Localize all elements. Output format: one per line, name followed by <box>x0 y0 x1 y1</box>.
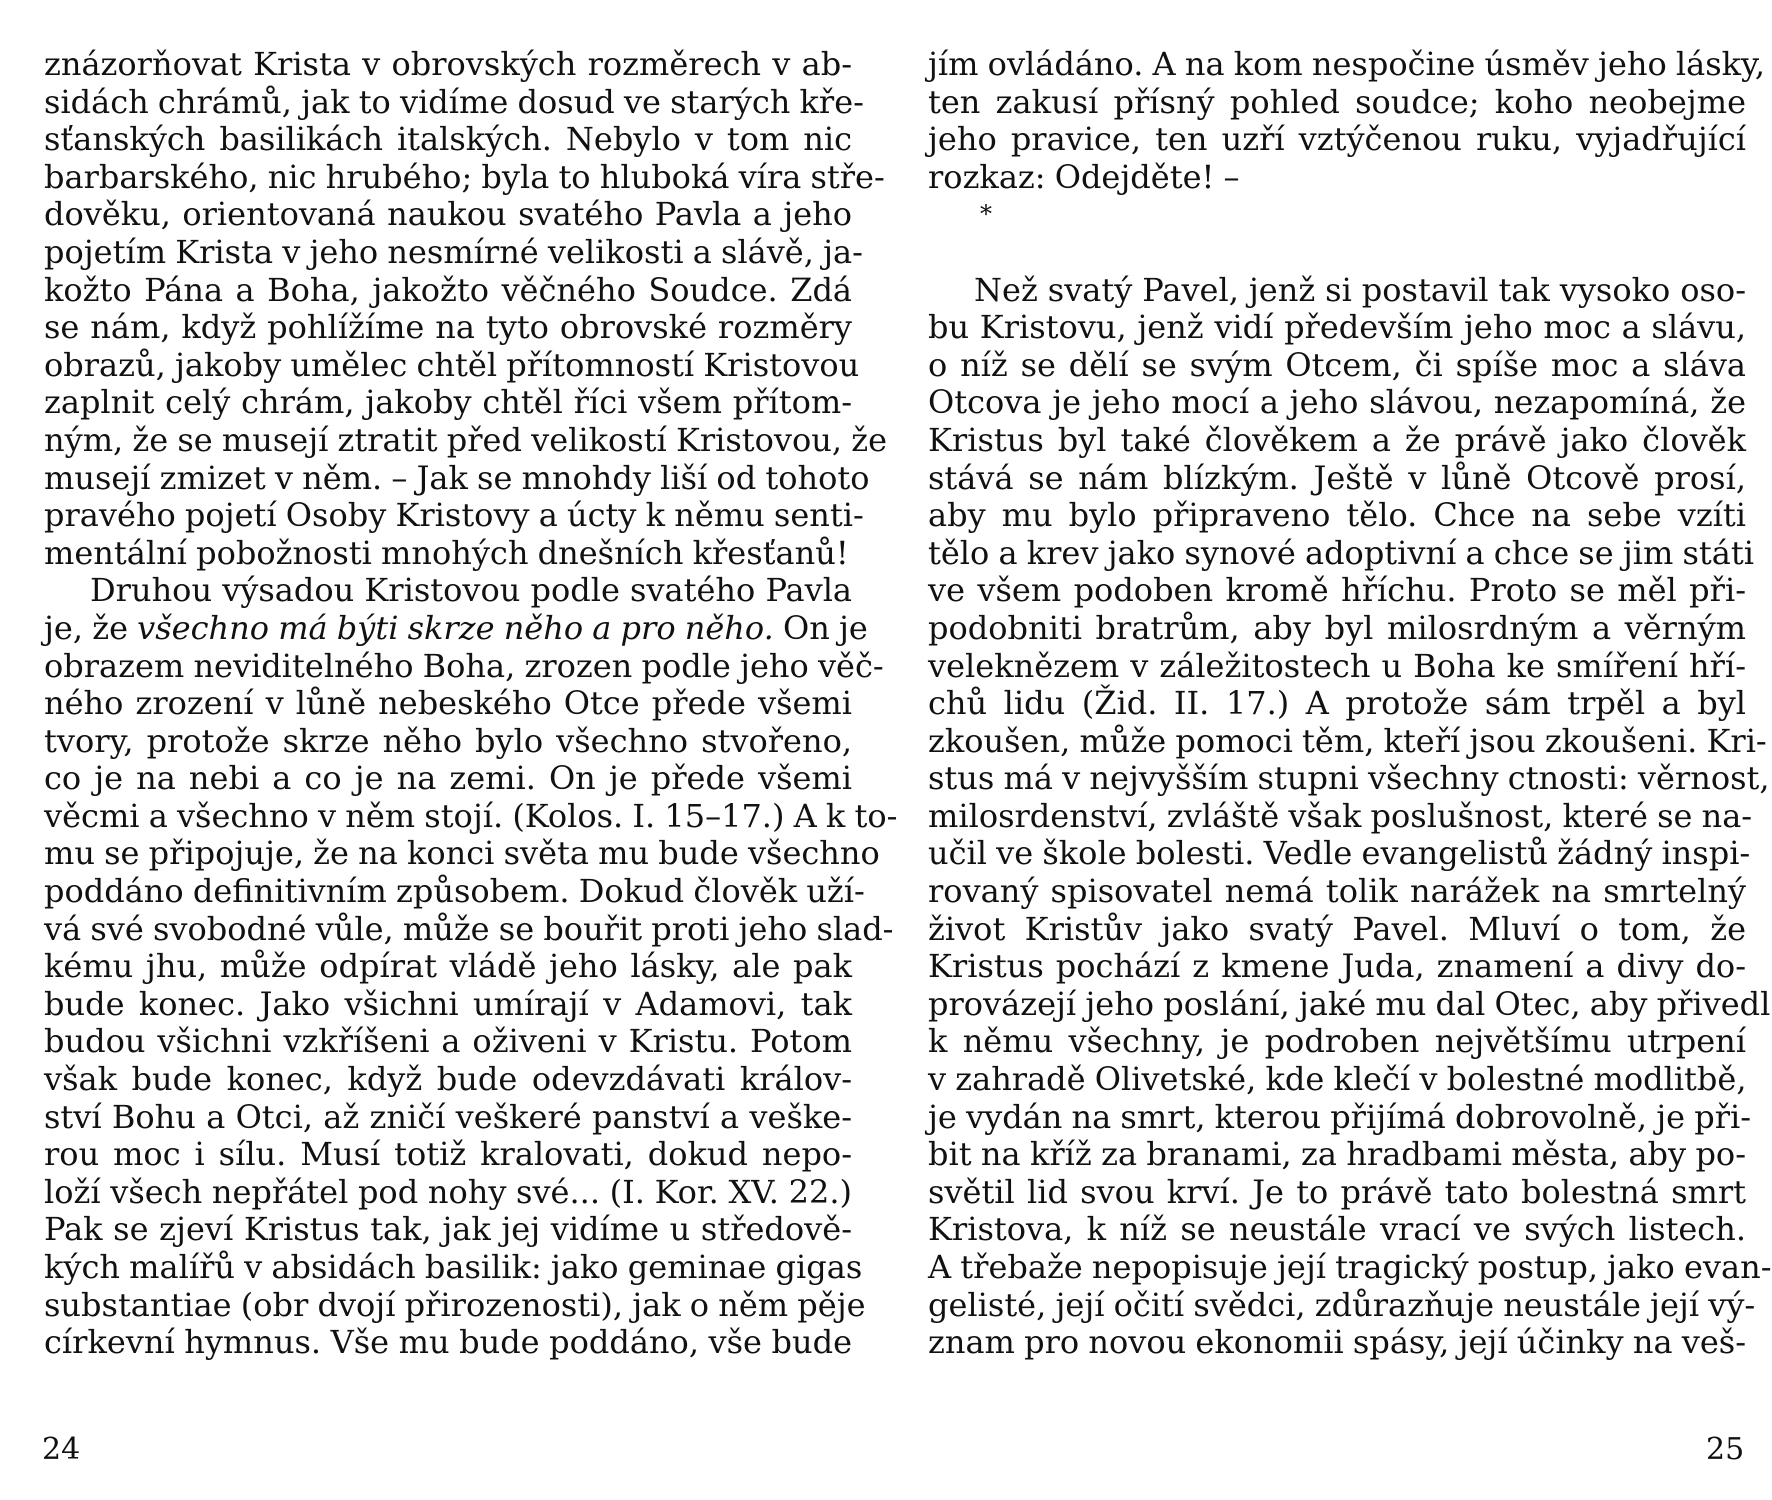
blank-line <box>928 234 1746 272</box>
text-line: Kristus byl také člověkem a že právě jako člověk <box>928 420 1746 459</box>
text-line: rozkaz: Odejděte! – <box>928 157 1240 196</box>
page-number: 25 <box>1706 1432 1745 1467</box>
line-lead-text: je, že <box>44 608 138 647</box>
right-page <box>886 0 1772 1500</box>
text-line: barbarského, nic hrubého; byla to hluboká víra stře- <box>44 157 885 196</box>
text-line: se nám, když pohlížíme na tyto obrovské rozměry <box>44 308 852 347</box>
text-line: budou všichni vzkříšeni a oživeni v Kristu. Potom <box>44 1022 852 1061</box>
text-line: vá své svobodné vůle, může se bouřit proti jeho slad- <box>44 909 894 948</box>
text-line: církevní hymnus. Vše mu bude poddáno, vše bude <box>44 1323 852 1362</box>
text-line: ve všem podoben kromě hříchu. Proto se měl při- <box>928 571 1746 610</box>
text-line: však bude konec, když bude odevzdávati králov- <box>44 1060 852 1099</box>
text-line: substantiae (obr dvojí přirozenosti), jak o něm pěje <box>44 1285 866 1324</box>
text-line: život Kristův jako svatý Pavel. Mluví o tom, že <box>928 909 1746 948</box>
text-line: loží všech nepřátel pod nohy své... (I. Kor. XV. 22.) <box>44 1172 852 1211</box>
text-line: bude konec. Jako všichni umírají v Adamovi, tak <box>44 984 852 1023</box>
right-page-text <box>928 45 1772 1362</box>
text-line: znázorňovat Krista v obrovských rozměrech v ab- <box>44 45 852 83</box>
text-line: A třebaže nepopisuje její tragický postup, jako evan- <box>928 1248 1772 1286</box>
text-line: milosrdenství, zvláště však poslušnost, které se na- <box>928 796 1753 835</box>
paragraph-start-line: Druhou výsadou Kristovou podle svatého Pavla <box>90 571 852 610</box>
text-line: veleknězem v záležitostech u Boha ke smíření hří- <box>928 646 1746 685</box>
text-line: Otcova je jeho mocí a jeho slávou, nezapomíná, že <box>928 383 1746 422</box>
text-line: Pak se zjeví Kristus tak, jak jej vidíme u středově- <box>44 1210 852 1249</box>
text-line: tělo a krev jako synové adoptivní a chce se jim státi <box>928 533 1754 572</box>
text-line: ného zrození v lůně nebeského Otce přede všemi <box>44 684 852 723</box>
text-line: rovaný spisovatel nemá tolik narážek na smrtelný <box>928 872 1746 911</box>
text-line: učil ve škole bolesti. Vedle evangelistů žádný inspi- <box>928 834 1751 873</box>
text-line: kých malířů v absidách basilik: jako geminae gigas <box>44 1248 863 1286</box>
text-line: provázejí jeho poslání, jaké mu dal Otec, aby přivedl <box>928 984 1771 1023</box>
text-line: mentální pobožnosti mnohých dnešních křesťanů! <box>44 533 849 572</box>
text-line: chů lidu (Žid. II. 17.) A protože sám trpěl a byl <box>928 684 1746 723</box>
text-line: jeho pravice, ten uzří vztýčenou ruku, vyjadřující <box>928 120 1746 159</box>
text-line: o níž se dělí se svým Otcem, či spíše moc a sláva <box>928 345 1746 384</box>
text-line: stus má v nejvyšším stupni všechny ctnosti: věrnost, <box>928 759 1770 798</box>
text-line: zkoušen, může pomoci těm, kteří jsou zkoušeni. Kri- <box>928 721 1767 760</box>
text-line: co je na nebi a co je na zemi. On je přede všemi <box>44 759 852 798</box>
text-line: aby mu bylo připraveno tělo. Chce na sebe vzíti <box>928 496 1746 535</box>
text-line: mu se připojuje, že na konci světa mu bude všechno <box>44 834 880 873</box>
text-line: znam pro novou ekonomii spásy, její účinky na veš- <box>928 1323 1746 1362</box>
text-line: v zahradě Olivetské, kde klečí v bolestné modlitbě, <box>928 1060 1747 1099</box>
text-line: k němu všechny, je podroben největšímu utrpení <box>928 1022 1746 1061</box>
text-line: tvory, protože skrze něho bylo všechno stvořeno, <box>44 721 852 760</box>
text-line: věcmi a všechno v něm stojí. (Kolos. I. 15–17.) A k to- <box>44 796 898 835</box>
text-line: kému jhu, může odpírat vládě jeho lásky, ale pak <box>44 947 852 986</box>
text-line: obrazem neviditelného Boha, zrozen podle jeho věč- <box>44 646 884 685</box>
paragraph-start-line: Než svatý Pavel, jenž si postavil tak vysoko oso- <box>974 270 1746 309</box>
text-line: gelisté, její očití svědci, zdůrazňuje neustále její vý- <box>928 1285 1756 1324</box>
text-line: ným, že se musejí ztratit před velikostí Kristovou, že <box>44 420 888 459</box>
text-line: je vydán na smrt, kterou přijímá dobrovolně, je při- <box>928 1097 1752 1136</box>
text-line: pravého pojetí Osoby Kristovy a úcty k němu senti- <box>44 496 864 535</box>
text-line: bit na kříž za branami, za hradbami města, aby po- <box>928 1135 1746 1174</box>
text-line: obrazů, jakoby umělec chtěl přítomností Kristovou <box>44 345 860 384</box>
text-line: poddáno definitivním způsobem. Dokud člověk uží- <box>44 872 865 911</box>
text-line: podobniti bratrům, aby byl milosrdným a věrným <box>928 608 1746 647</box>
text-line: ten zakusí přísný pohled soudce; koho neobejme <box>928 82 1746 121</box>
text-line-with-emphasis <box>44 608 868 648</box>
section-break-asterisk: * <box>980 200 992 229</box>
text-line: musejí zmizet v něm. – Jak se mnohdy liší od tohoto <box>44 458 870 497</box>
text-line: pojetím Krista v jeho nesmírné velikosti a slávě, ja- <box>44 232 863 271</box>
text-line: bu Kristovu, jenž vidí především jeho moc a slávu, <box>928 308 1746 347</box>
text-line: rou moc i sílu. Musí totiž kralovati, dokud nepo- <box>44 1135 852 1174</box>
text-line: kožto Pána a Boha, jakožto věčného Soudce. Zdá <box>44 270 852 309</box>
text-line: sidách chrámů, jak to vidíme dosud ve starých kře- <box>44 82 864 121</box>
page-number: 24 <box>42 1432 81 1467</box>
left-page-text <box>44 45 898 1362</box>
text-line: stává se nám blízkým. Ještě v lůně Otcově prosí, <box>928 458 1746 497</box>
text-line: jím ovládáno. A na kom nespočine úsměv jeho lásky, <box>928 45 1766 83</box>
text-line: zaplnit celý chrám, jakoby chtěl říci všem přítom- <box>44 383 852 422</box>
text-line: Kristus pochází z kmene Juda, znamení a divy do- <box>928 947 1746 986</box>
italic-emphasis: všechno má býti skrze něho a pro něho. <box>137 608 774 647</box>
text-line: dověku, orientovaná naukou svatého Pavla a jeho <box>44 195 852 234</box>
text-line: sťanských basilikách italských. Nebylo v tom nic <box>44 120 852 159</box>
text-line: ství Bohu a Otci, až zničí veškeré panství a veške- <box>44 1097 852 1136</box>
text-line: světil lid svou krví. Je to právě tato bolestná smrt <box>928 1172 1746 1211</box>
text-line: Kristova, k níž se neustále vrací ve svých listech. <box>928 1210 1746 1249</box>
line-tail-text: On je <box>773 608 868 647</box>
